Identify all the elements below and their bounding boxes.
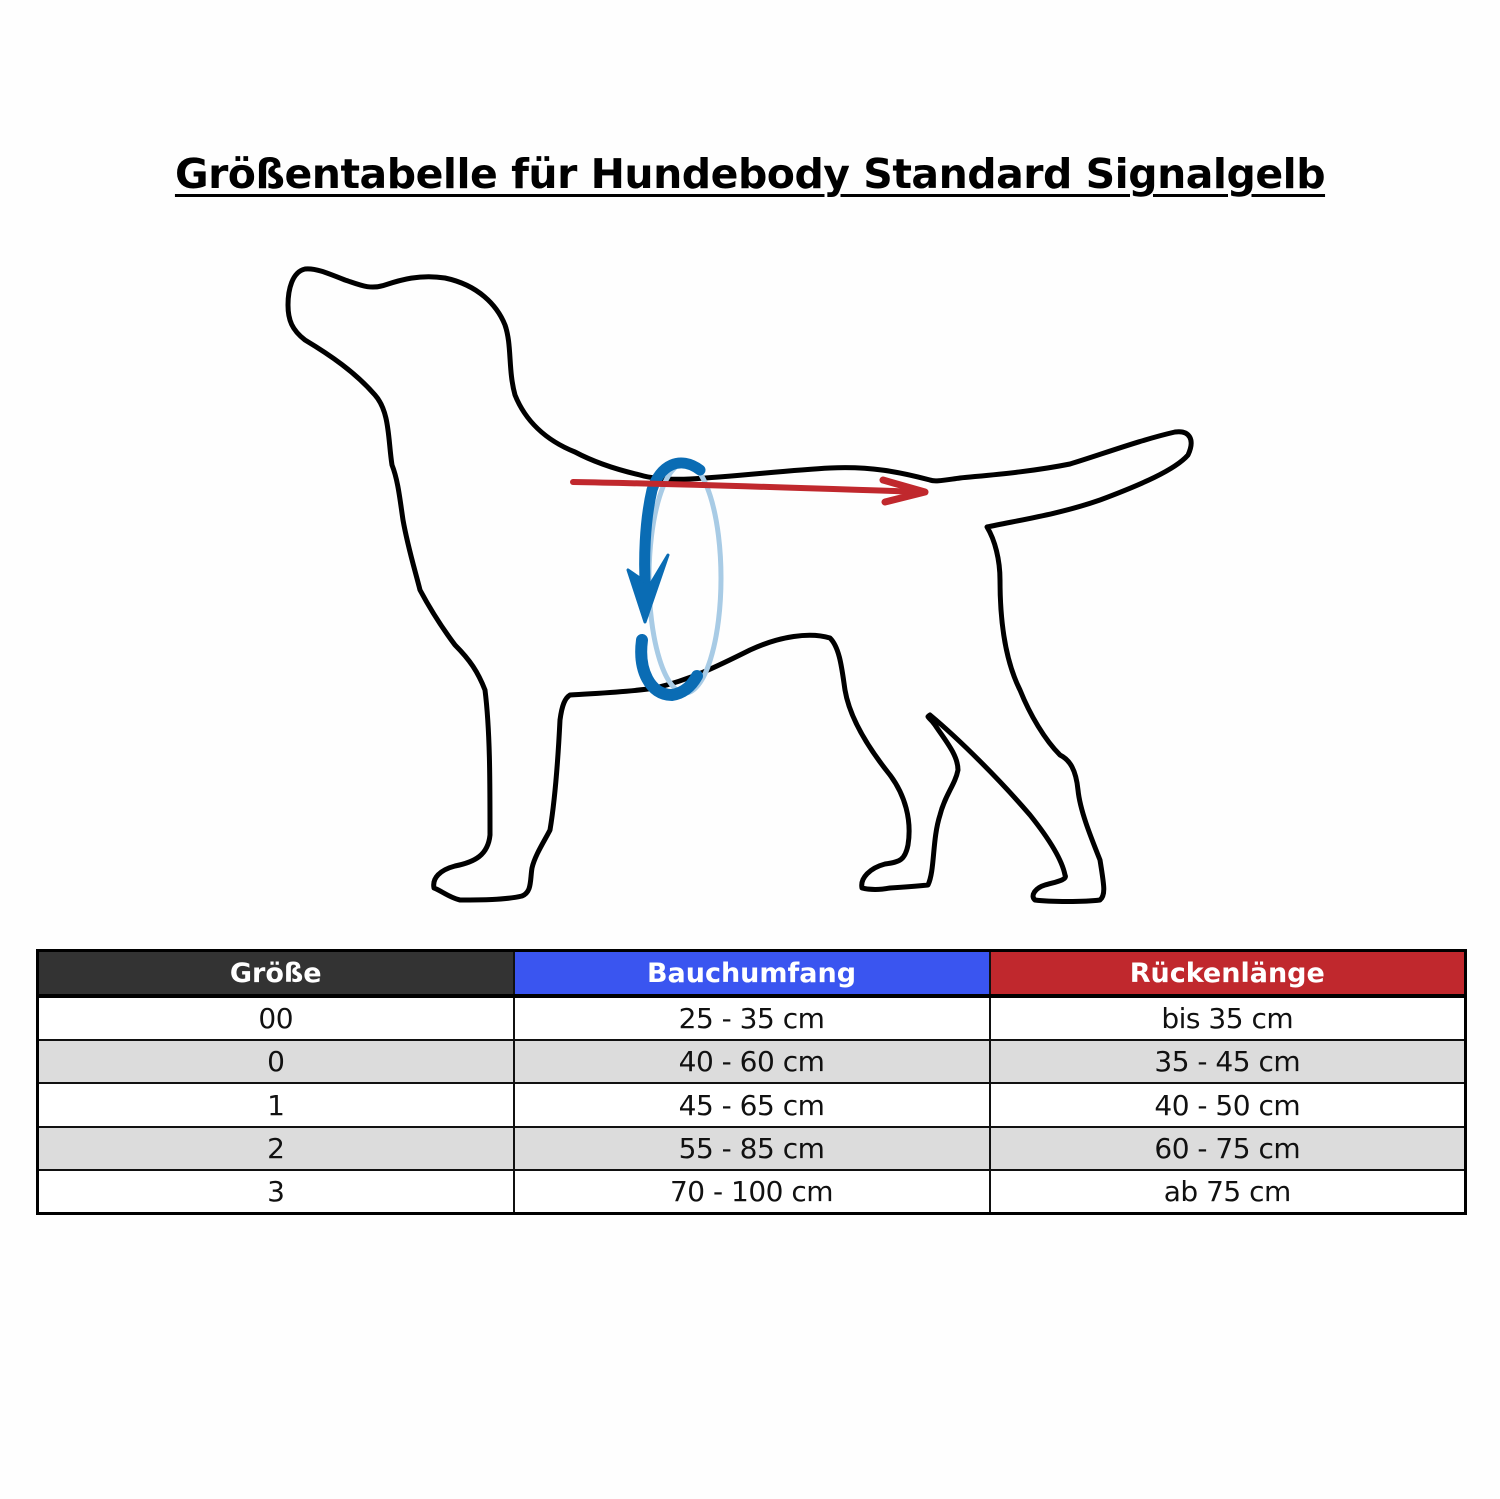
header-belly-circumference: Bauchumfang — [514, 951, 990, 997]
table-row — [38, 1127, 1466, 1170]
cell-back: 35 - 45 cm — [990, 1040, 1466, 1083]
cell-back: ab 75 cm — [990, 1170, 1466, 1214]
cell-size: 1 — [38, 1083, 514, 1127]
cell-back: 60 - 75 cm — [990, 1127, 1466, 1170]
header-back-length: Rückenlänge — [990, 951, 1466, 997]
cell-size: 0 — [38, 1040, 514, 1083]
dog-outline-icon — [288, 269, 1191, 902]
cell-size: 3 — [38, 1170, 514, 1214]
cell-belly: 40 - 60 cm — [514, 1040, 990, 1083]
cell-belly: 70 - 100 cm — [514, 1170, 990, 1214]
table-row — [38, 996, 1466, 1040]
red-straight-arrow-icon — [573, 480, 925, 502]
cell-belly: 55 - 85 cm — [514, 1127, 990, 1170]
table-row — [38, 1170, 1466, 1214]
page-title-text: Größentabelle für Hundebody Standard Signalgelb — [174, 150, 1326, 198]
header-size: Größe — [38, 951, 514, 997]
cell-back: 40 - 50 cm — [990, 1083, 1466, 1127]
cell-belly: 25 - 35 cm — [514, 996, 990, 1040]
cell-size: 00 — [38, 996, 514, 1040]
table-header-row — [38, 951, 1466, 997]
cell-size: 2 — [38, 1127, 514, 1170]
cell-back: bis 35 cm — [990, 996, 1466, 1040]
blue-circular-arrow-icon — [628, 463, 721, 695]
table-row — [38, 1040, 1466, 1083]
table-row — [38, 1083, 1466, 1127]
cell-belly: 45 - 65 cm — [514, 1083, 990, 1127]
size-table — [36, 949, 1467, 1215]
